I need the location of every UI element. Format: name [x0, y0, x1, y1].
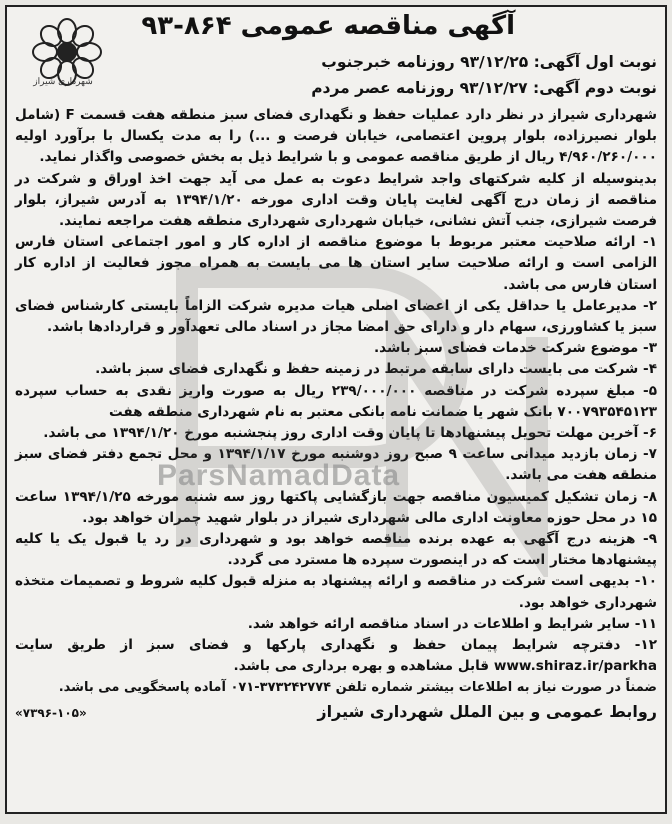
invitation-paragraph: بدینوسیله از کلیه شرکتهای واجد شرایط دعوت به عمل می آید جهت اخذ اوراق و شرکت در مناقصه از زمان درج آگهی لغایت پایان وقت اداری مورخه ۱۳۹۴/۱/۲۰ به آدرس شیراز، بلوار فرصت شیرازی، جنب آتش نشانی، خیابان شهرداری شهرداری منطقه هفت مراجعه نمایند. — [15, 170, 657, 230]
website-link[interactable]: www.shiraz.ir/parkha — [493, 658, 657, 675]
second-publication: نوبت دوم آگهی: ۹۳/۱۲/۲۷ روزنامه عصر مردم — [311, 79, 657, 97]
notice-body — [7, 105, 665, 724]
condition-item-10: ۱۰- بدیهی است شرکت در مناقصه و ارائه پیشنهاد به منزله قبول کلیه شروط و تصمیمات متخذه شهرداری خواهد بود. — [15, 573, 657, 611]
condition-item-6: ۶- آخرین مهلت تحویل پیشنهادها تا پایان وقت اداری روز پنجشنبه مورخ ۱۳۹۴/۱/۲۰ می باشد. — [43, 425, 657, 442]
condition-item-8: ۸- زمان تشکیل کمیسیون مناقصه جهت بازگشایی پاکتها روز سه شنبه مورخه ۱۳۹۴/۱/۲۵ ساعت ۱۵ در محل حوزه معاونت اداری مالی شهرداری شیراز در بلوار شهید چمران خواهد بود. — [15, 488, 657, 526]
first-publication: نوبت اول آگهی: ۹۳/۱۲/۲۵ روزنامه خبرجنوب — [321, 53, 657, 71]
condition-item-3: ۳- موضوع شرکت خدمات فضای سبز باشد. — [373, 340, 657, 357]
condition-item-4: ۴- شرکت می بایست دارای سابقه مرتبط در زمینه حفظ و نگهداری فضای سبز باشد. — [95, 361, 657, 378]
item12-text: ۱۲- دفترچه شرایط پیمان حفظ و نگهداری پارکها و فضای سبز از طریق سایت — [15, 637, 657, 654]
condition-item-12 — [15, 635, 657, 677]
item12-suffix: قابل مشاهده و بهره برداری می باشد. — [233, 658, 490, 675]
signature: روابط عمومی و بین الملل شهرداری شیراز — [317, 701, 657, 721]
logo-caption: شهرداری شیراز — [33, 77, 93, 87]
condition-item-2: ۲- مدیرعامل یا حداقل یکی از اعضای اصلی هیات مدیره شرکت الزاماً بایستی کارشناس فضای سبز یا کشاورزی، سهام دار و دارای حق امضا مجاز در اسناد مالی تعهدآور و قراردادها باشد. — [15, 297, 657, 336]
notice-header — [7, 7, 665, 105]
condition-item-9: ۹- هزینه درج آگهی به عهده برنده مناقصه خواهد بود و شهرداری در رد یا قبول یک یا کلیه پیشنهادها مختار است که در اینصورت سپرده ها مسترد می گردد. — [15, 531, 657, 569]
condition-item-11: ۱۱- سایر شرایط و اطلاعات در اسناد مناقصه ارائه خواهد شد. — [247, 615, 657, 632]
signature-row — [15, 701, 657, 724]
condition-item-5: ۵- مبلغ سپرده شرکت در مناقصه ۲۳۹/۰۰۰/۰۰۰ ریال به صورت واریز نقدی به حساب سپرده ۷۰۰۷۹۳۵۴۵۱۲۳ بانک شهر یا ضمانت نامه بانکی معتبر به نام شهرداری منطقه هفت — [15, 382, 657, 420]
notice-code: «۷۳۹۶-۱۰۵» — [15, 705, 87, 720]
watermark-text: ParsNamadData — [157, 459, 401, 492]
tender-notice — [5, 5, 667, 814]
notice-title: آگهی مناقصه عمومی ۸۶۴-۹۳ — [141, 11, 515, 41]
intro-paragraph: شهرداری شیراز در نظر دارد عملیات حفظ و نگهداری فضای سبز منطقه هفت قسمت F (شامل بلوار نصیرزاده، بلوار پروین اعتصامی، خیابان فرصت و ...) را به مدت یکسال با برآورد اولیه ۴/۹۶۰/۲۶۰/۰۰۰ ریال از طریق مناقصه عمومی و با شرایط ذیل به بخش خصوصی واگذار نماید. — [15, 107, 657, 166]
condition-item-7: ۷- زمان بازدید میدانی ساعت ۹ صبح روز دوشنبه مورخ ۱۳۹۴/۱/۱۷ و محل تجمع دفتر فضای سبز منطقه هفت می باشد. — [15, 446, 657, 484]
contact-note: ضمناً در صورت نیاز به اطلاعات بیشتر شماره تلفن ۳۷۳۲۴۲۷۷۴-۰۷۱ آماده پاسخگویی می باشد. — [58, 680, 657, 696]
condition-item-1: ۱- ارائه صلاحیت معتبر مربوط با موضوع مناقصه از اداره کار و امور اجتماعی استان فارس الزامی است و ارائه صلاحیت سایر استان ها می بایست به همراه مجوز فعالیت از اداره کار استان فارس می باشد. — [15, 234, 657, 293]
